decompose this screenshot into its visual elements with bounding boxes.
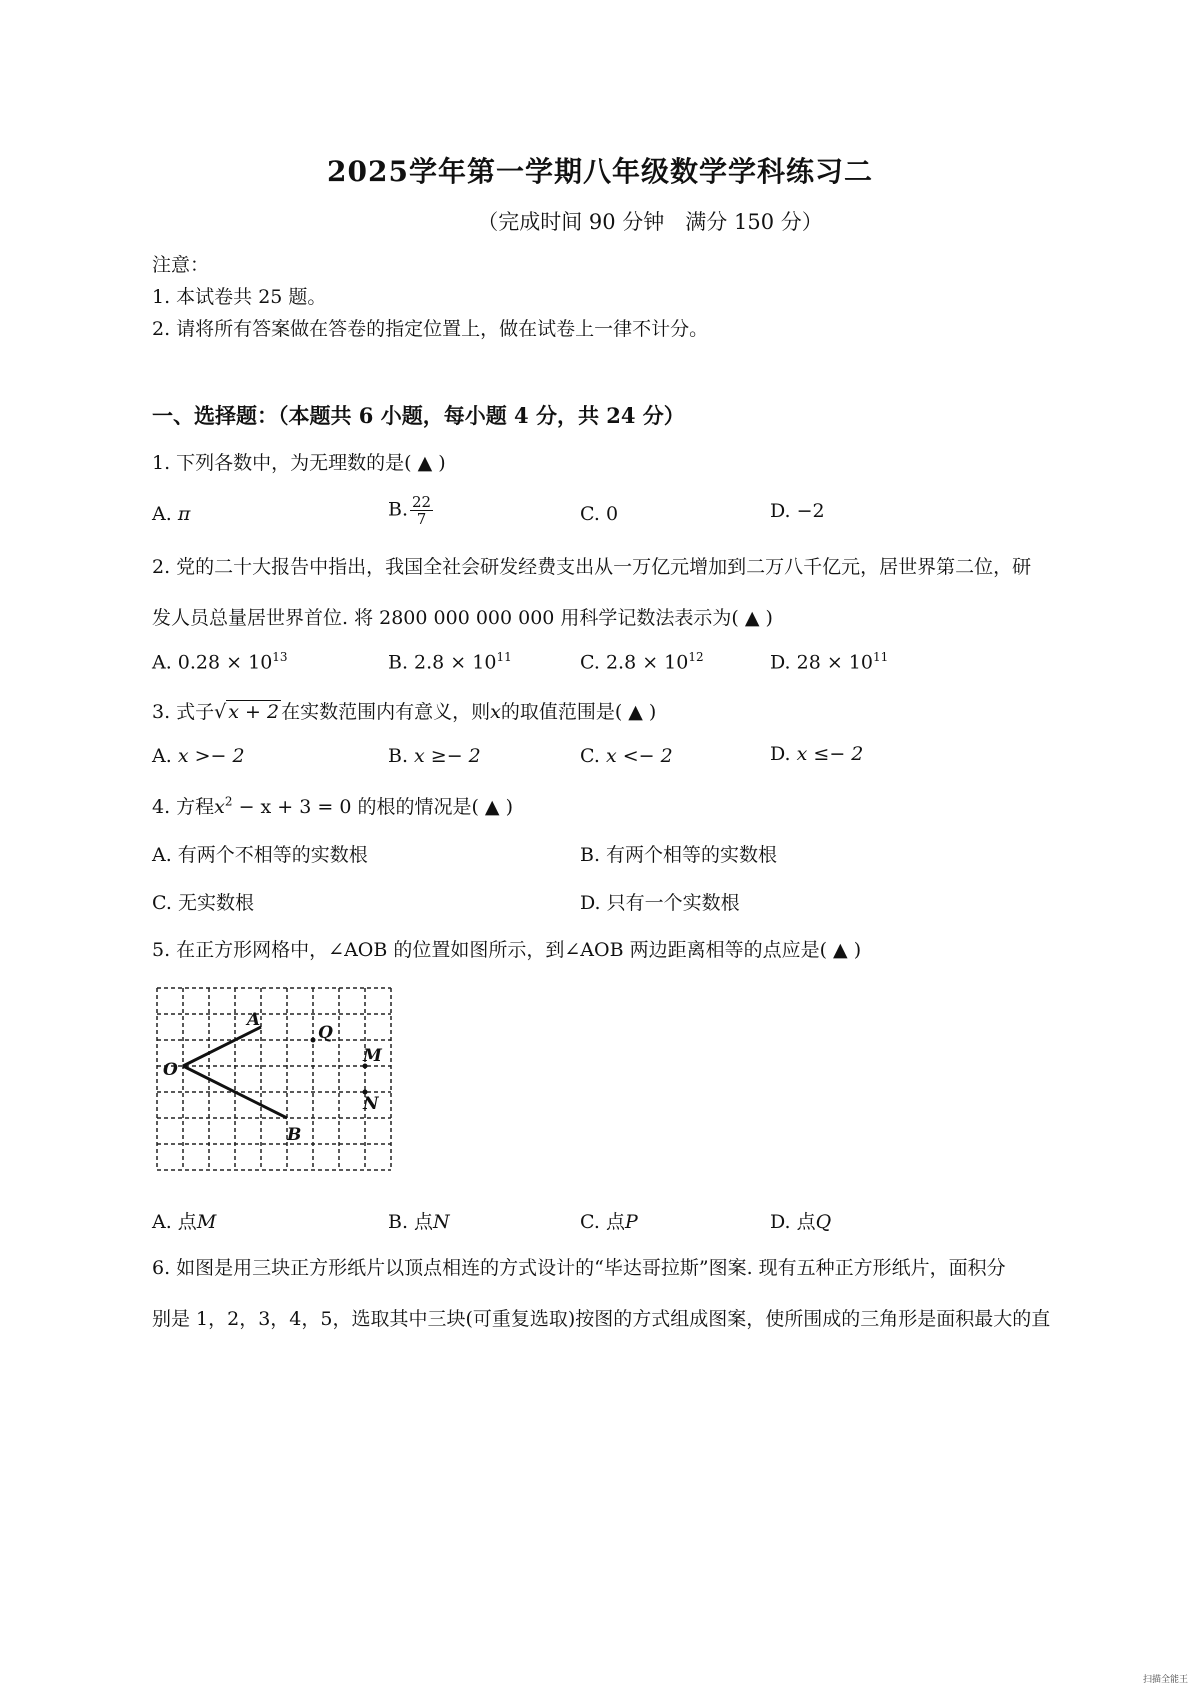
- q1-option-a: A. π: [152, 503, 191, 525]
- q5-option-d: D. 点Q: [770, 1211, 832, 1233]
- q5-option-c: C. 点P: [580, 1211, 638, 1233]
- q3-option-d: D. x ≤− 2: [770, 743, 864, 765]
- point-q: [311, 1038, 316, 1043]
- fraction: $\frac{22}{7}$: [412, 493, 432, 528]
- question-4-stem: 4. 方程$x^2 - x + 3 = 0$ 的根的情况是( ▲ ): [152, 794, 513, 818]
- scanner-watermark: 扫描全能王: [1142, 1675, 1188, 1685]
- q5-option-b: B. 点N: [388, 1211, 450, 1233]
- question-2-line-1: 2. 党的二十大报告中指出，我国全社会研发经费支出从一万亿元增加到二万八千亿元，居世界第二位，研: [152, 556, 1032, 578]
- label-q: Q: [318, 1023, 333, 1043]
- q1-option-d: D. −2: [770, 500, 825, 522]
- label-b: B: [287, 1125, 302, 1145]
- label-m: M: [363, 1046, 382, 1066]
- ray-oa: [183, 1027, 261, 1066]
- question-2-line-2: 发人员总量居世界首位. 将 2800 000 000 000 用科学记数法表示为( ▲ ): [152, 607, 773, 629]
- exam-title: 2025学年第一学期八年级数学学科练习二: [327, 155, 873, 188]
- q2-option-a: A. $0.28 \times 10^{13}$: [152, 650, 288, 674]
- question-1-stem: 1. 下列各数中，为无理数的是( ▲ ): [152, 452, 446, 474]
- label-a: A: [247, 1010, 261, 1030]
- q2-option-b: B. $2.8 \times 10^{11}$: [388, 650, 512, 674]
- q1-option-b: B. $\frac{22}{7}$: [388, 493, 432, 528]
- note-item-2: 2. 请将所有答案做在答卷的指定位置上，做在试卷上一律不计分。: [152, 318, 709, 340]
- exam-subtitle: （完成时间 90 分钟 满分 150 分）: [477, 210, 823, 234]
- q3-option-c: C. x <− 2: [580, 745, 673, 767]
- notes-heading: 注意：: [152, 254, 210, 276]
- q2-option-c: C. $2.8 \times 10^{12}$: [580, 650, 704, 674]
- q5-option-a: A. 点M: [152, 1211, 217, 1233]
- q2-option-d: D. $28 \times 10^{11}$: [770, 650, 889, 674]
- q1-option-c: C. 0: [580, 503, 619, 525]
- section-heading: 一、选择题：（本题共 6 小题，每小题 4 分，共 24 分）: [152, 403, 685, 428]
- question-6-line-2: 别是 1，2，3，4，5，选取其中三块(可重复选取)按图的方式组成图案，使所围成的三角形是面积最大的直: [152, 1308, 1051, 1330]
- q4-option-c: C. 无实数根: [152, 892, 254, 914]
- question-3-stem: 3. 式子√ x + 2 在实数范围内有意义，则x的取值范围是( ▲ ): [152, 701, 657, 723]
- q4-option-b: B. 有两个相等的实数根: [580, 844, 778, 866]
- note-item-1: 1. 本试卷共 25 题。: [152, 286, 327, 308]
- label-o: O: [163, 1060, 178, 1080]
- dashed-grid: [157, 988, 391, 1170]
- angle-grid-figure: [155, 985, 395, 1175]
- question-5-stem: 5. 在正方形网格中，∠AOB 的位置如图所示，到∠AOB 两边距离相等的点应是( ▲ ): [152, 939, 862, 961]
- q3-option-a: A. x >− 2: [152, 745, 245, 767]
- label-n: N: [363, 1094, 379, 1114]
- q4-option-a: A. 有两个不相等的实数根: [152, 844, 368, 866]
- q3-option-b: B. x ≥− 2: [388, 745, 481, 767]
- sqrt-expression: √ x + 2: [214, 701, 280, 723]
- q4-option-d: D. 只有一个实数根: [580, 892, 740, 914]
- question-6-line-1: 6. 如图是用三块正方形纸片以顶点相连的方式设计的“毕达哥拉斯”图案. 现有五种正方形纸片，面积分: [152, 1257, 1006, 1279]
